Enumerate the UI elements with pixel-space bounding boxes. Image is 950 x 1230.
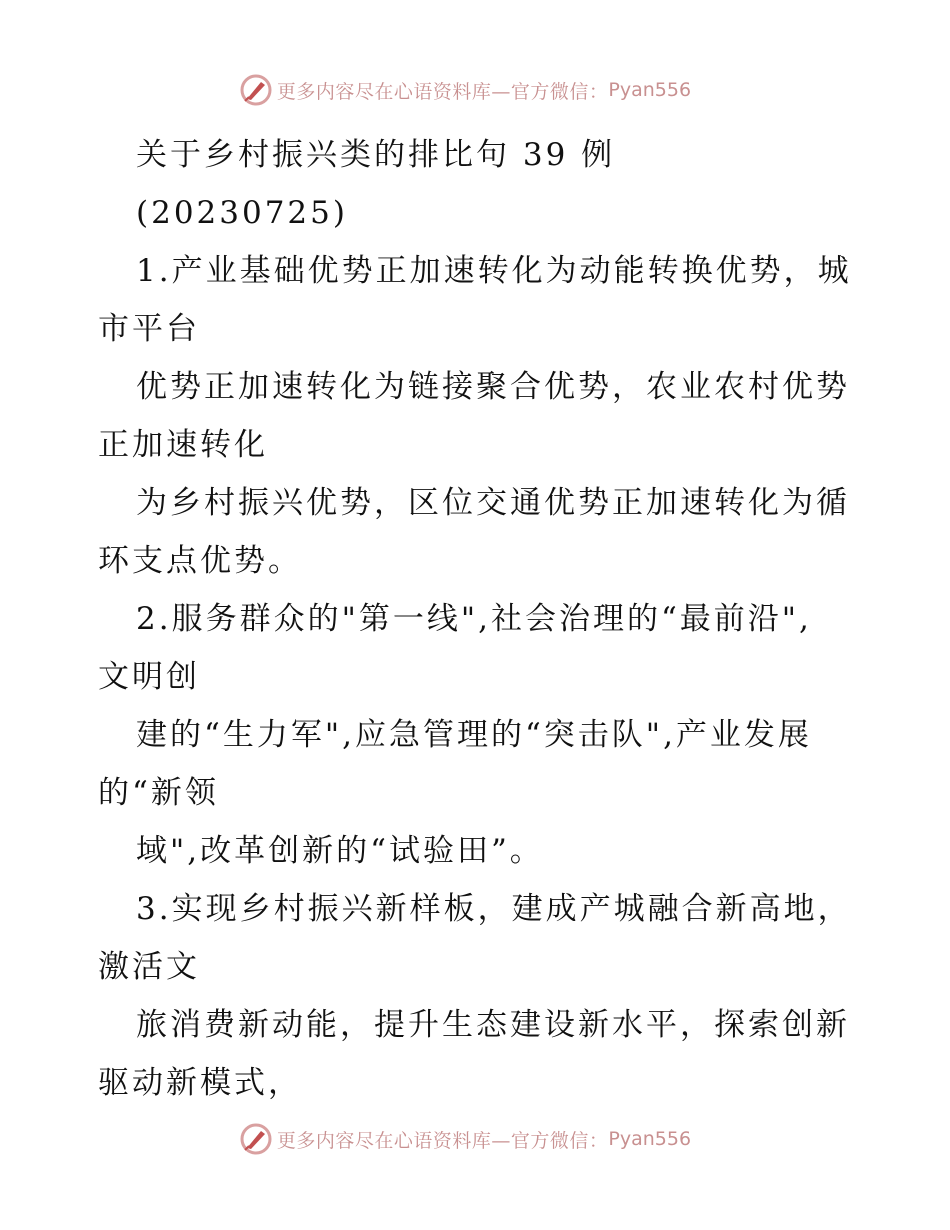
text-line: 为乡村振兴优势，区位交通优势正加速转化为循: [136, 485, 850, 521]
footer-watermark: [0, 1121, 950, 1157]
feather-pen-logo-icon: [239, 73, 273, 107]
document-body: [98, 126, 858, 1112]
text-line: 环支点优势。: [98, 543, 302, 579]
text-line: 驱动新模式，: [98, 1065, 302, 1101]
text-line: 正加速转化: [98, 427, 268, 463]
watermark-text: 更多内容尽在心语资料库—官方微信：: [276, 1129, 609, 1152]
document-title: 关于乡村振兴类的排比句 39 例: [136, 137, 616, 173]
text-line: 文明创: [98, 659, 200, 695]
text-line: 优势正加速转化为链接聚合优势，农业农村优势: [136, 369, 850, 405]
text-line: 的“新领: [98, 775, 219, 811]
feather-pen-logo-icon: [239, 1122, 273, 1156]
text-line: 旅消费新动能，提升生态建设新水平，探索创新: [136, 1007, 850, 1043]
text-line: 激活文: [98, 949, 200, 985]
watermark-handle: Pyan556: [608, 1128, 692, 1150]
text-line: 3.实现乡村振兴新样板，建成产城融合新高地，: [136, 891, 852, 927]
text-line: 建的“生力军",应急管理的“突击队",产业发展: [136, 717, 812, 753]
text-line: 市平台: [98, 311, 200, 347]
text-line: 1.产业基础优势正加速转化为动能转换优势，城: [136, 253, 852, 289]
header-watermark: [0, 72, 950, 108]
text-line: 2.服务群众的"第一线",社会治理的“最前沿",: [136, 601, 812, 637]
text-line: 域",改革创新的“试验田”。: [136, 833, 544, 869]
watermark-text: 更多内容尽在心语资料库—官方微信：: [276, 80, 609, 103]
watermark-handle: Pyan556: [608, 79, 692, 101]
document-date: (20230725): [136, 195, 348, 231]
